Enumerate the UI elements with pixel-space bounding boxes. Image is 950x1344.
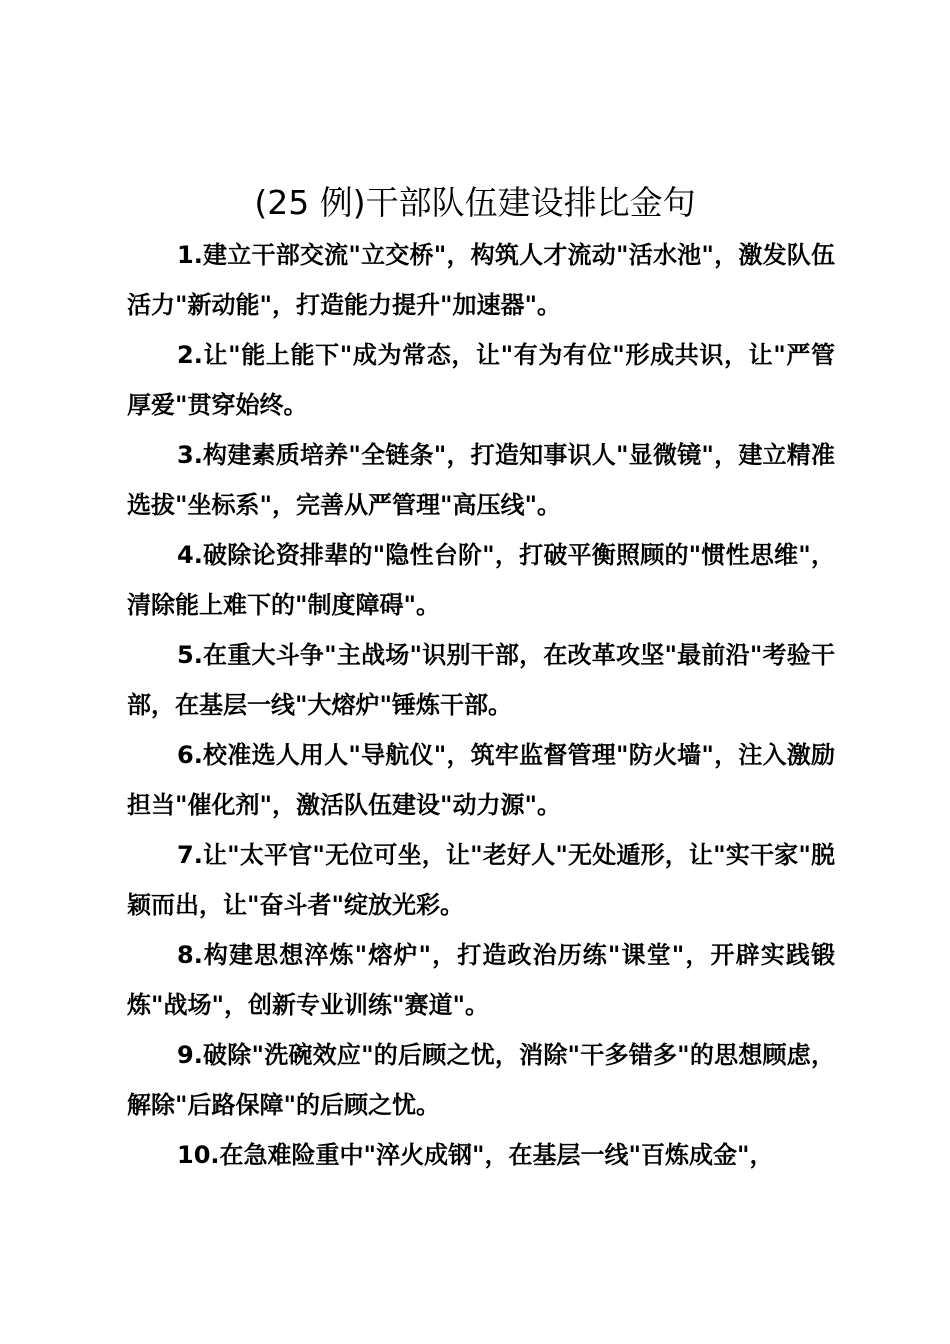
paragraph-7: 7.让"太平官"无位可坐，让"老好人"无处遁形，让"实干家"脱颖而出，让"奋斗者"绽放光彩。 [127, 841, 835, 919]
paragraph-6: 6.校准选人用人"导航仪"，筑牢监督管理"防火墙"，注入激励担当"催化剂"，激活队伍建设"动力源"。 [127, 741, 835, 819]
paragraph-9: 9.破除"洗碗效应"的后顾之忧，消除"干多错多"的思想顾虑，解除"后路保障"的后顾之忧。 [127, 1041, 835, 1119]
paragraph-4: 4.破除论资排辈的"隐性台阶"，打破平衡照顾的"惯性思维"，清除能上难下的"制度障碍"。 [127, 541, 835, 619]
paragraph-8: 8.构建思想淬炼"熔炉"，打造政治历练"课堂"，开辟实践锻炼"战场"，创新专业训练"赛道"。 [127, 941, 835, 1019]
paragraph-5: 5.在重大斗争"主战场"识别干部，在改革攻坚"最前沿"考验干部，在基层一线"大熔炉"锤炼干部。 [127, 641, 835, 719]
paragraph-1: 1.建立干部交流"立交桥"，构筑人才流动"活水池"，激发队伍活力"新动能"，打造能力提升"加速器"。 [127, 241, 835, 319]
paragraph-3: 3.构建素质培养"全链条"，打造知事识人"显微镜"，建立精准选拔"坐标系"，完善从严管理"高压线"。 [127, 441, 835, 519]
paragraph-10: 10.在急难险重中"淬火成钢"，在基层一线"百炼成金"， [177, 1141, 774, 1169]
document-title: (25 例)干部队伍建设排比金句 [254, 183, 696, 222]
paragraph-2: 2.让"能上能下"成为常态，让"有为有位"形成共识，让"严管厚爱"贯穿始终。 [127, 341, 835, 419]
document-body [127, 230, 835, 1180]
